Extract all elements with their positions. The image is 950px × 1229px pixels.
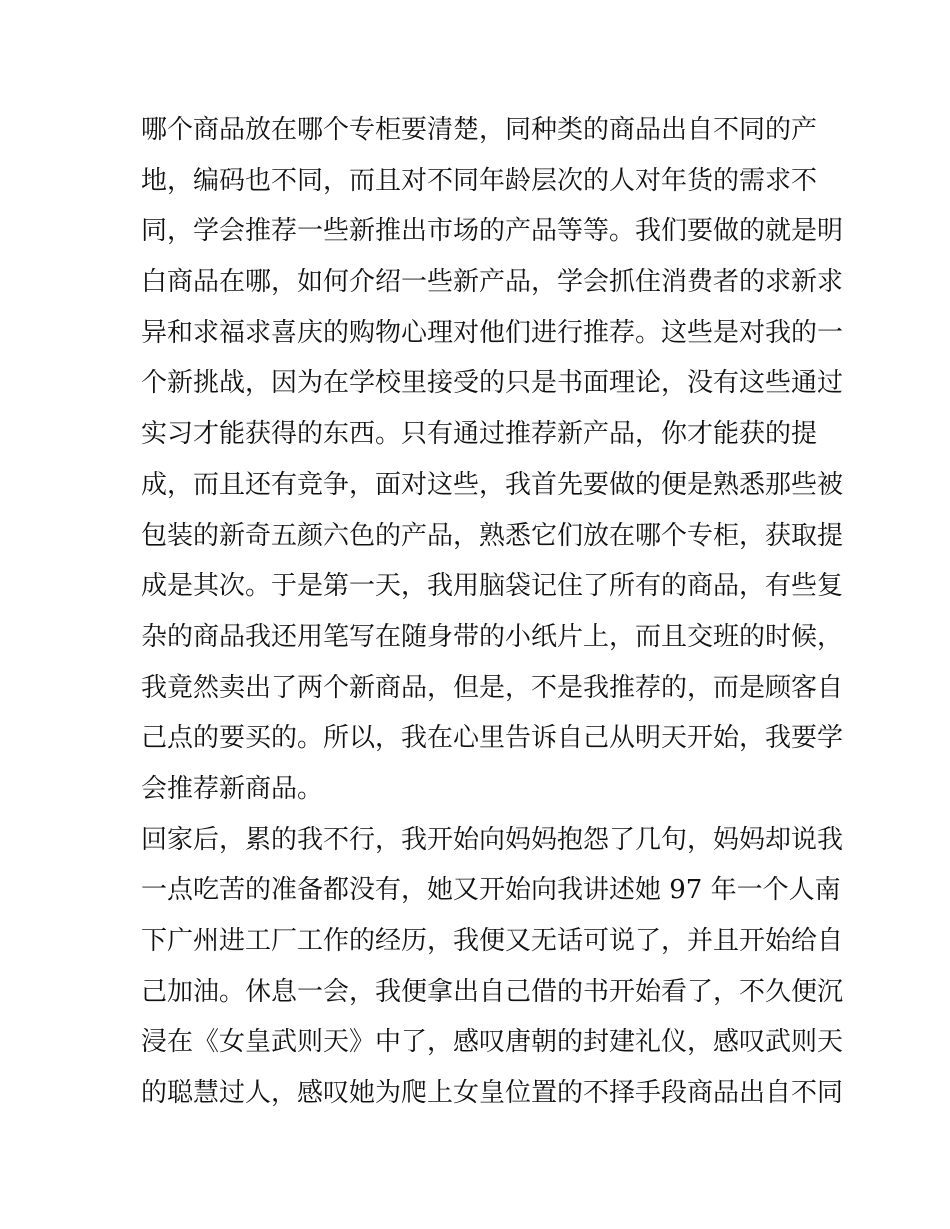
text-line: 己点的要买的。所以，我在心里告诉自己从明天开始，我要学 bbox=[141, 723, 844, 754]
text-line: 白商品在哪，如何介绍一些新产品，学会抓住消费者的求新求 bbox=[141, 267, 844, 298]
text-line: 杂的商品我还用笔写在随身带的小纸片上，而且交班的时候， bbox=[141, 621, 844, 652]
text-line: 浸在《女皇武则天》中了，感叹唐朝的封建礼仪，感叹武则天 bbox=[141, 1027, 844, 1058]
text-line: 下广州进工厂工作的经历，我便又无话可说了，并且开始给自 bbox=[141, 926, 844, 956]
text-line: 包装的新奇五颜六色的产品，熟悉它们放在哪个专柜，获取提 bbox=[141, 520, 844, 551]
text-line: 地，编码也不同，而且对不同年龄层次的人对年货的需求不 bbox=[141, 165, 818, 196]
text-line: 个新挑战，因为在学校里接受的只是书面理论，没有这些通过 bbox=[141, 368, 844, 399]
text-line: 实习才能获得的东西。只有通过推荐新产品，你才能获的提 bbox=[141, 419, 818, 450]
text-line: 成，而且还有竞争，面对这些，我首先要做的便是熟悉那些被 bbox=[141, 469, 844, 500]
text-line: 成是其次。于是第一天，我用脑袋记住了所有的商品，有些复 bbox=[141, 571, 844, 602]
text-line: 的聪慧过人，感叹她为爬上女皇位置的不择手段商品出自不同 bbox=[141, 1078, 844, 1109]
text-line: 一点吃苦的准备都没有，她又开始向我讲述她 97 年一个人南 bbox=[141, 875, 841, 906]
text-line: 哪个商品放在哪个专柜要清楚，同种类的商品出自不同的产 bbox=[141, 115, 818, 145]
text-line: 同，学会推荐一些新推出市场的产品等等。我们要做的就是明 bbox=[141, 216, 844, 247]
document-page bbox=[141, 105, 844, 1119]
text-line: 会推荐新商品。 bbox=[141, 773, 324, 804]
text-line: 回家后，累的我不行，我开始向妈妈抱怨了几句，妈妈却说我 bbox=[141, 824, 844, 855]
text-line: 异和求福求喜庆的购物心理对他们进行推荐。这些是对我的一 bbox=[141, 317, 844, 348]
text-line: 我竟然卖出了两个新商品，但是，不是我推荐的，而是顾客自 bbox=[141, 672, 844, 703]
text-line: 己加油。休息一会，我便拿出自己借的书开始看了，不久便沉 bbox=[141, 976, 844, 1007]
